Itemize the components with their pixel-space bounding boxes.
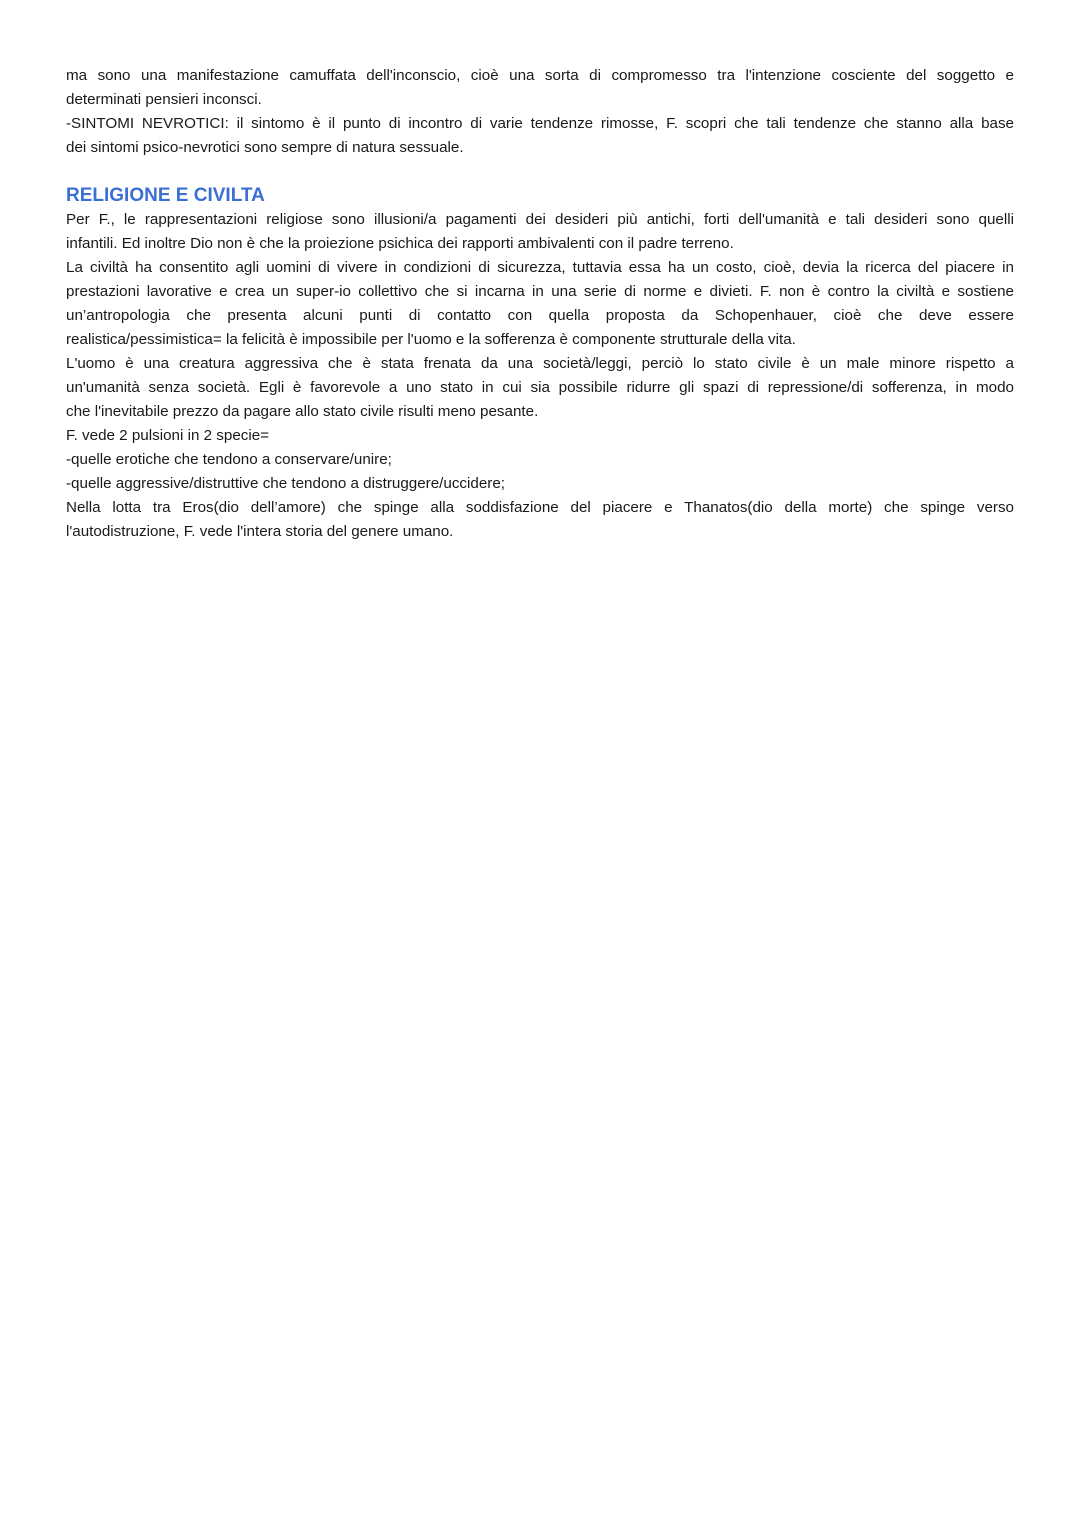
intro-paragraph — [66, 64, 1014, 160]
text-line: L'uomo è una creatura aggressiva che è stata frenata da una società/leggi, perciò lo stato civile è un male minore rispetto a — [66, 355, 1014, 372]
text-line: ma sono una manifestazione camuffata dell'inconscio, cioè una sorta di compromesso tra l'intenzione cosciente del soggetto e — [66, 67, 1014, 84]
text-line: che l'inevitabile prezzo da pagare allo stato civile risulti meno pesante. — [66, 403, 539, 420]
text-line: -SINTOMI NEVROTICI: il sintomo è il punto di incontro di varie tendenze rimosse, F. scopri che tali tendenze che stanno alla base — [66, 115, 1014, 132]
text-line: determinati pensieri inconsci. — [66, 91, 262, 108]
text-line: un'umanità senza società. Egli è favorevole a uno stato in cui sia possibile ridurre gli spazi di repressione/di sofferenza, in modo — [66, 379, 1014, 396]
section-religione-civilta — [66, 184, 1014, 544]
text-line: realistica/pessimistica= la felicità è impossibile per l'uomo e la sofferenza è componente strutturale della vita. — [66, 331, 796, 348]
text-line: Nella lotta tra Eros(dio dell’amore) che spinge alla soddisfazione del piacere e Thanatos(dio della morte) che spinge verso — [66, 499, 1014, 516]
text-line: Per F., le rappresentazioni religiose sono illusioni/a pagamenti dei desideri più antichi, forti dell'umanità e tali desideri sono quelli — [66, 211, 1014, 228]
text-line: prestazioni lavorative e crea un super-io collettivo che si incarna in una serie di norme e divieti. F. non è contro la civiltà e sostiene — [66, 283, 1014, 300]
text-line: La civiltà ha consentito agli uomini di vivere in condizioni di sicurezza, tuttavia essa ha un costo, cioè, devia la ricerca del piacere in — [66, 259, 1014, 276]
text-line: dei sintomi psico-nevrotici sono sempre di natura sessuale. — [66, 139, 464, 156]
document-page — [66, 64, 1014, 544]
text-line: -quelle aggressive/distruttive che tendono a distruggere/uccidere; — [66, 475, 506, 492]
section-heading: RELIGIONE E CIVILTA — [66, 185, 265, 206]
text-line: un’antropologia che presenta alcuni punti di contatto con quella proposta da Schopenhauer, cioè che deve essere — [66, 307, 1014, 324]
spacer — [66, 160, 1014, 184]
text-line: l'autodistruzione, F. vede l'intera storia del genere umano. — [66, 523, 454, 540]
text-line: F. vede 2 pulsioni in 2 specie= — [66, 427, 270, 444]
text-line: -quelle erotiche che tendono a conservare/unire; — [66, 451, 392, 468]
text-line: infantili. Ed inoltre Dio non è che la proiezione psichica dei rapporti ambivalenti con il padre terreno. — [66, 235, 734, 252]
